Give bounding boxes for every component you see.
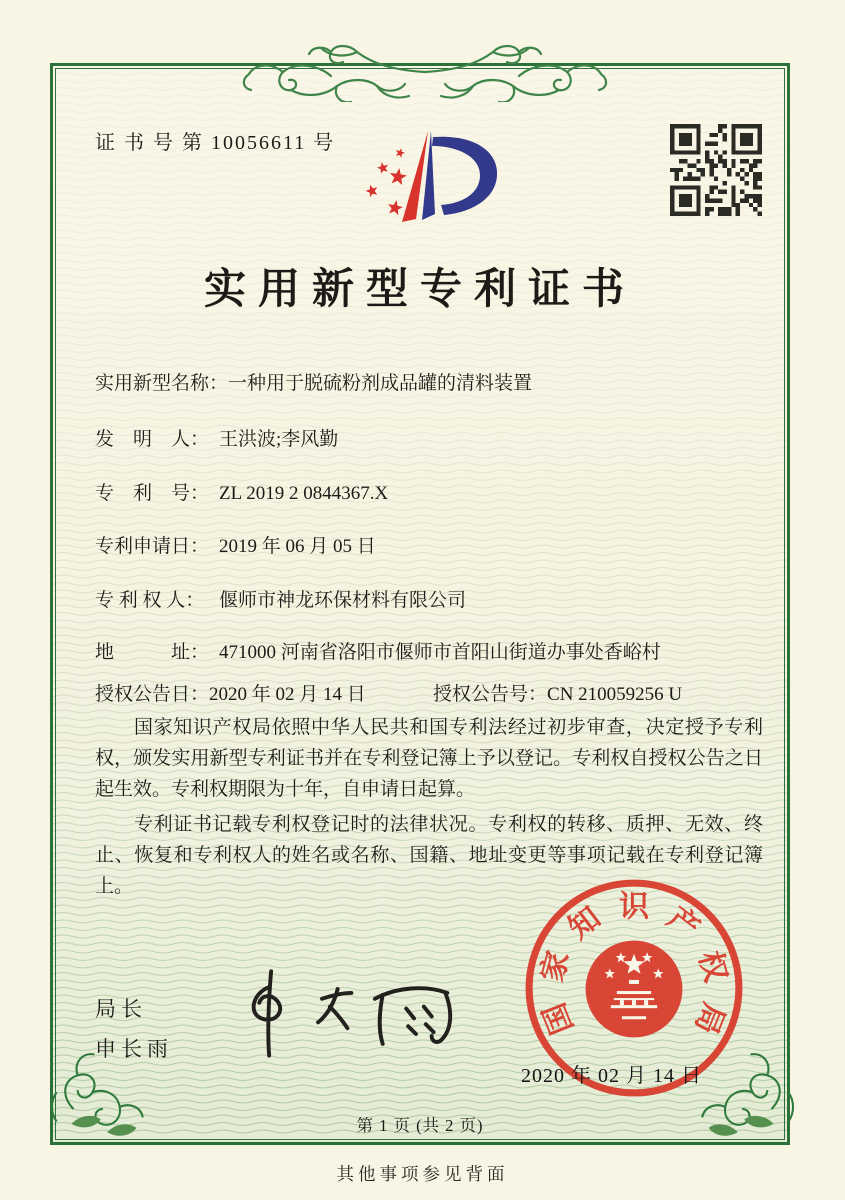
legal-paragraph-2: 专利证书记载专利权登记时的法律状况。专利权的转移、质押、无效、终止、恢复和专利权人的姓名或名称、国籍、地址变更等事项记载在专利登记簿上。 [95,814,763,897]
field-label: 发 明 人： [95,429,210,450]
page-number: 第 1 页 (共 2 页) [356,1116,484,1135]
svg-text:产: 产 [661,900,706,946]
certificate-number: 证 书 号 第 10056611 号 [95,132,336,154]
grant-date-value: 2020 年 02 月 14 日 [209,684,366,705]
svg-text:国: 国 [536,998,580,1039]
svg-text:权: 权 [692,947,734,986]
field-value: 2019 年 06 月 05 日 [219,536,376,557]
field-value: 471000 河南省洛阳市偃师市首阳山街道办事处香峪村 [219,642,661,663]
officer-title: 局长 [95,997,147,1021]
field-row-patent-number [95,478,765,505]
svg-text:局: 局 [688,998,732,1039]
seal-date: 2020 年 02 月 14 日 [521,1065,702,1087]
grant-number-label: 授权公告号： [433,684,548,705]
svg-text:家: 家 [534,947,576,986]
field-label: 实用新型名称： [95,373,229,394]
field-row-address [95,637,765,664]
back-side-note: 其他事项参见背面 [336,1164,509,1184]
field-row-grant [95,679,765,706]
field-label: 地 址： [95,642,210,663]
field-value: 一种用于脱硫粉剂成品罐的清料装置 [228,373,533,394]
field-value: 偃师市神龙环保材料有限公司 [219,590,467,611]
field-label: 专利申请日： [95,536,210,557]
signature-icon [228,965,463,1060]
grant-date-label: 授权公告日： [95,684,210,705]
svg-text:知: 知 [562,900,607,946]
certificate-title: 实用新型专利证书 [203,267,636,313]
field-value: ZL 2019 2 0844367.X [219,483,389,504]
cnipa-patent-logo-icon [338,118,516,236]
dragon-flourish-ornament [233,36,617,102]
grant-number-value: CN 210059256 U [547,684,683,705]
field-row-application-date [95,531,765,558]
qr-code [670,124,762,216]
field-label: 专 利 权 人： [95,590,205,611]
field-label: 专 利 号： [95,483,210,504]
field-row-utility-name [95,368,765,395]
legal-paragraph-1: 国家知识产权局依照中华人民共和国专利法经过初步审查，决定授予专利权，颁发实用新型专利证书并在专利登记簿上予以登记。专利权自授权公告之日起生效。专利权期限为十年，自申请日起算。 [95,717,763,800]
svg-text:识: 识 [618,889,650,924]
national-emblem [586,941,683,1038]
field-value: 王洪波;李风勤 [219,429,339,450]
field-row-inventors [95,424,765,451]
officer-name: 申长雨 [95,1037,173,1061]
field-row-patentee [95,585,765,612]
